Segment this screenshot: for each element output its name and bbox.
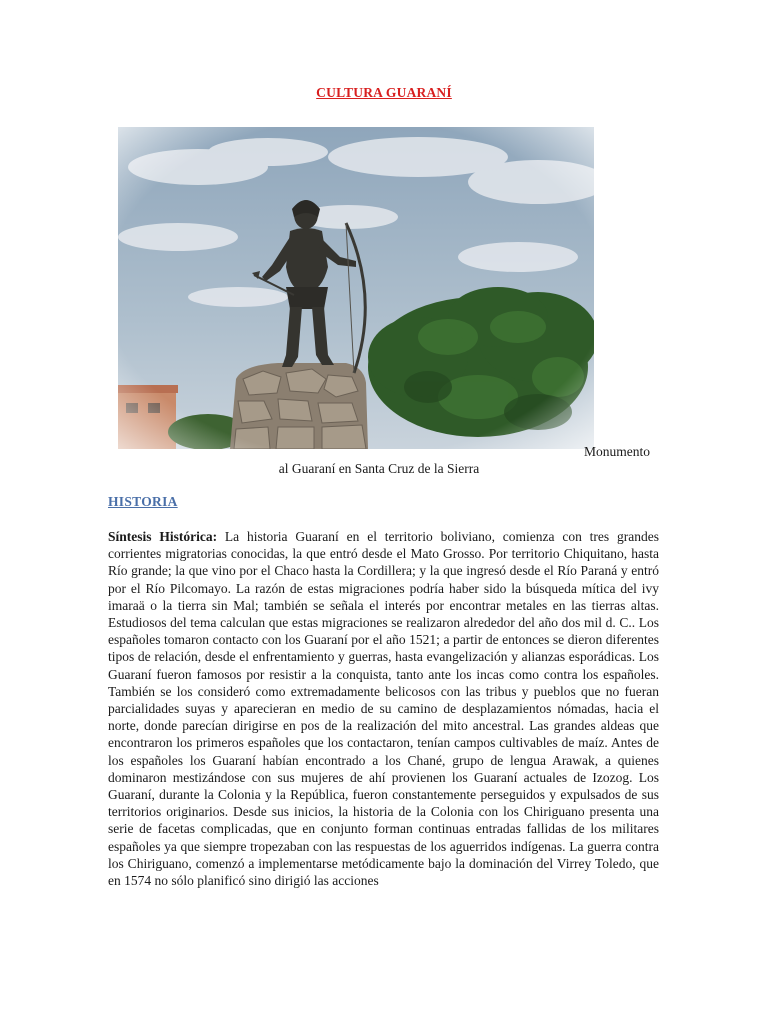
paragraph-lead: Síntesis Histórica: bbox=[108, 529, 218, 544]
photo-caption-line2: al Guaraní en Santa Cruz de la Sierra bbox=[278, 461, 480, 476]
paragraph-text: La historia Guaraní en el territorio boliviano, comienza con tres grandes corrientes migratorias conocidas, la que entró desde el Mato Grosso. Por territorio Chiquitano, hasta Río grande; la que vino por el Chaco hasta la Cordillera; y la que ingresó desde el Río Paraná y entró por el Río Pilcomayo. La razón de estas migraciones podría haber sido la búsqueda mítica del ivy imaraä o la tierra sin Mal; también se señala el interés por encontrar metales en las tierras altas. Estudiosos del tema calculan que estas migraciones se realizaron alrededor del año dos mil d. C.. Los españoles tomaron contacto con los Guaraní por el año 1521; a partir de entonces se dieron diferentes tipos de relación, desde el enfrentamiento y guerras, hasta evangelización y alianzas esporádicas. Los Guaraní fueron famosos por resistir a la conquista, tanto ante los incas como contra los españoles. También se los consideró como extremadamente belicosos con las tribus y pueblos que no fueran parcialidades suyas y aparecieran en medio de su camino de desplazamientos nómadas, hacia el norte, donde parecían dirigirse en pos de la realización del mito ancestral. Las grandes aldeas que encontraron los primeros españoles que los contactaron, tenían campos cultivables de maíz. Antes de los españoles los Guaraní habían encontrado a los Chané, grupo de lengua Arawak, a quienes dominaron mestizándose con sus mujeres de ahí provienen los Guaraní actuales de Izozog. Los Guaraní, durante la Colonia y la República, fueron constantemente perseguidos y expulsados de sus territorios originarios. Desde sus inicios, la historia de la Colonia con los Chiriguano presenta una serie de facetas complicadas, que en conjunto forman continuas entradas fallidas de los militares españoles ya que siempre tropezaban con las respuestas de los aguerridos indígenas. La guerra contra los Chiriguano, comenzó a implementarse metódicamente bajo la dominación del Virrey Toledo, que en 1574 no sólo planificó sino dirigió las acciones bbox=[108, 529, 659, 889]
document-title: CULTURA GUARANÍ bbox=[316, 85, 452, 100]
section-heading-historia: HISTORIA bbox=[108, 494, 178, 509]
photo-caption-line1: Monumento bbox=[584, 444, 650, 459]
monument-photo bbox=[118, 127, 594, 449]
body-paragraph bbox=[108, 528, 659, 889]
